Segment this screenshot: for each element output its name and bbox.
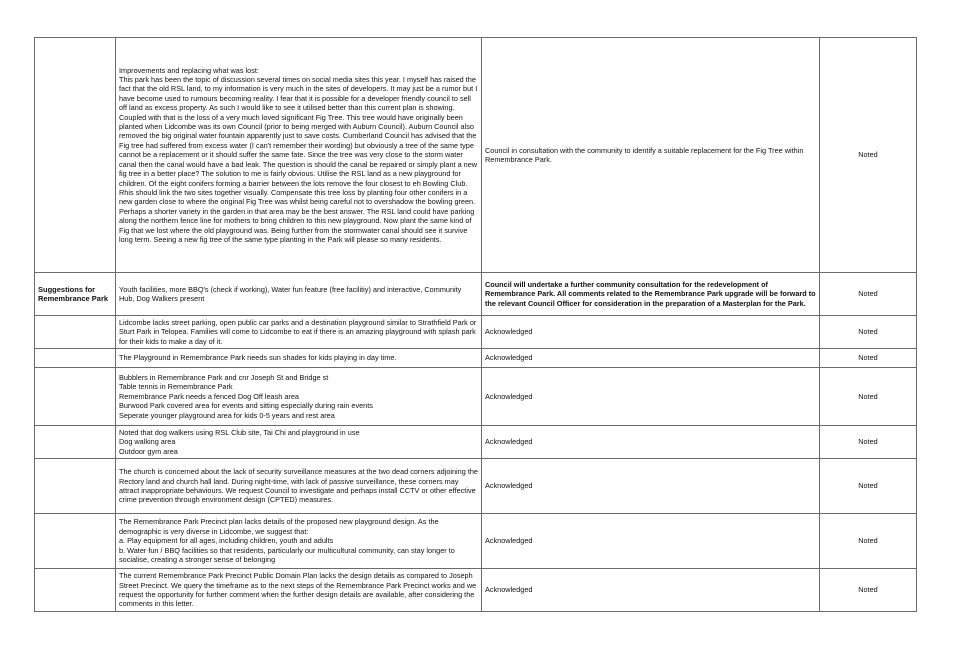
response-cell: Acknowledged [482, 316, 820, 349]
status-cell: Noted [820, 368, 917, 426]
table-row [35, 514, 917, 569]
submission-cell: The church is concerned about the lack of security surveillance measures at the two dead corners adjoining the Rectory land and church hall land. During night-time, with lack of passive surveillance, these corners may attract inappropriate behaviours. We request Council to investigate and perhaps install CCTV or other effective crime prevention through environment design (CPTED) measures. [116, 459, 482, 514]
status-cell: Noted [820, 459, 917, 514]
status-cell: Noted [820, 514, 917, 569]
status-cell: Noted [820, 349, 917, 368]
category-cell [35, 349, 116, 368]
table-row [35, 459, 917, 514]
table-row [35, 426, 917, 459]
status-cell: Noted [820, 273, 917, 316]
category-cell [35, 38, 116, 273]
submission-cell: Bubblers in Remembrance Park and cnr Joseph St and Bridge st Table tennis in Remembrance Park Remembrance Park needs a fenced Dog Off leash area Burwood Park covered area for events and sitting especially during rain events Seperate younger playground area for kids 0-5 years and rest area [116, 368, 482, 426]
category-cell [35, 459, 116, 514]
status-cell: Noted [820, 426, 917, 459]
response-cell: Council will undertake a further community consultation for the redevelopment of Remembrance Park. All comments related to the Remembrance Park upgrade will be forward to the relevant Council Officer for consideration in the preparation of a Masterplan for the Park. [482, 273, 820, 316]
status-cell: Noted [820, 38, 917, 273]
response-cell: Council in consultation with the community to identify a suitable replacement for the Fig Tree within Remembrance Park. [482, 38, 820, 273]
table-row [35, 38, 917, 273]
category-cell [35, 569, 116, 612]
response-cell: Acknowledged [482, 569, 820, 612]
submission-cell: Lidcombe lacks street parking, open public car parks and a destination playground similar to Strathfield Park or Sturt Park in Telopea. Families will come to Lidcombe to eat if there is an amazing playground with splash park for their kids to make a day of it. [116, 316, 482, 349]
response-cell: Acknowledged [482, 426, 820, 459]
table-row [35, 349, 917, 368]
category-cell [35, 426, 116, 459]
submission-cell: The Remembrance Park Precinct plan lacks details of the proposed new playground design. As the demographic is very diverse in Lidcombe, we suggest that: a. Play equipment for all ages, including children, youth and adults b. Water fun / BBQ facilities so that residents, particularly our multicultural community, can stay longer to socialise, creating a stronger sense of belonging [116, 514, 482, 569]
submission-cell: Youth facilities, more BBQ's (check if working), Water fun feature (free facilitiy) and interactive, Community Hub, Dog Walkers present [116, 273, 482, 316]
response-cell: Acknowledged [482, 514, 820, 569]
category-cell [35, 368, 116, 426]
status-cell: Noted [820, 316, 917, 349]
table-row [35, 273, 917, 316]
table-row [35, 569, 917, 612]
submission-cell: The current Remembrance Park Precinct Public Domain Plan lacks the design details as compared to Joseph Street Precinct. We query the timeframe as to the next steps of the Remembrance Park Precinct works and we request the opportunity for further comment when the further design details are available, after considering the comments in this letter. [116, 569, 482, 612]
category-cell [35, 514, 116, 569]
response-cell: Acknowledged [482, 459, 820, 514]
status-cell: Noted [820, 569, 917, 612]
response-cell: Acknowledged [482, 349, 820, 368]
category-cell [35, 316, 116, 349]
submission-cell: The Playground in Remembrance Park needs sun shades for kids playing in day time. [116, 349, 482, 368]
table-row [35, 316, 917, 349]
submission-cell: Noted that dog walkers using RSL Club site, Tai Chi and playground in use Dog walking area Outdoor gym area [116, 426, 482, 459]
submission-cell: Improvements and replacing what was lost: This park has been the topic of discussion several times on social media sites this year. I myself has raised the fact that the old RSL land, to my information is very much in the sites of developers. It may just be a rumor but I have become used to rumours becoming reality. I fear that it is possible for a developer friendly council to sell off land as excess property. As such I would like to see it utilised better than this current plan is showing. Coupled with that is the loss of a very much loved significant Fig Tree. This tree would have originally been planted when Lidcombe was its own Council (prior to being merged with Auburn Council). Auburn Council also removed the big original water fountain apparently just to save costs. Cumberland Council has advised that the Fig tree had suffered from excess water (I can't remember their wording) but obviously a tree of the same type cannot be a replacement or it should suffer the same fate. Since the tree was very close to the storm water canal then the canal would have a bad leak. The question is should the canal be repaired or simply plant a new fig tree in a better place? The solution to me is fairly obvious. Utilise the RSL land as a new playground for children. Of the eight conifers forming a barrier between the lots remove the four closest to eh Bowling Club. Rhis should link the two sites together visually. Compensate this tree loss by planting four other conifers in a new garden close to where the original Fig Tree was whilst being careful not to overshadow the bowling green. Perhaps a shorter variety in the garden in that area may be the best answer. The RSL land could have parking along the northern fence line for mothers to bring children to this new playground. Now plant the same kind of Fig that we lost where the old playground was. Being further from the stormwater canal should see it survive long term. Seeing a new fig tree of the same type planting in the Park will please so many residents. [116, 38, 482, 273]
table-row [35, 368, 917, 426]
response-cell: Acknowledged [482, 368, 820, 426]
submissions-table [34, 37, 916, 612]
category-cell: Suggestions for Remembrance Park [35, 273, 116, 316]
